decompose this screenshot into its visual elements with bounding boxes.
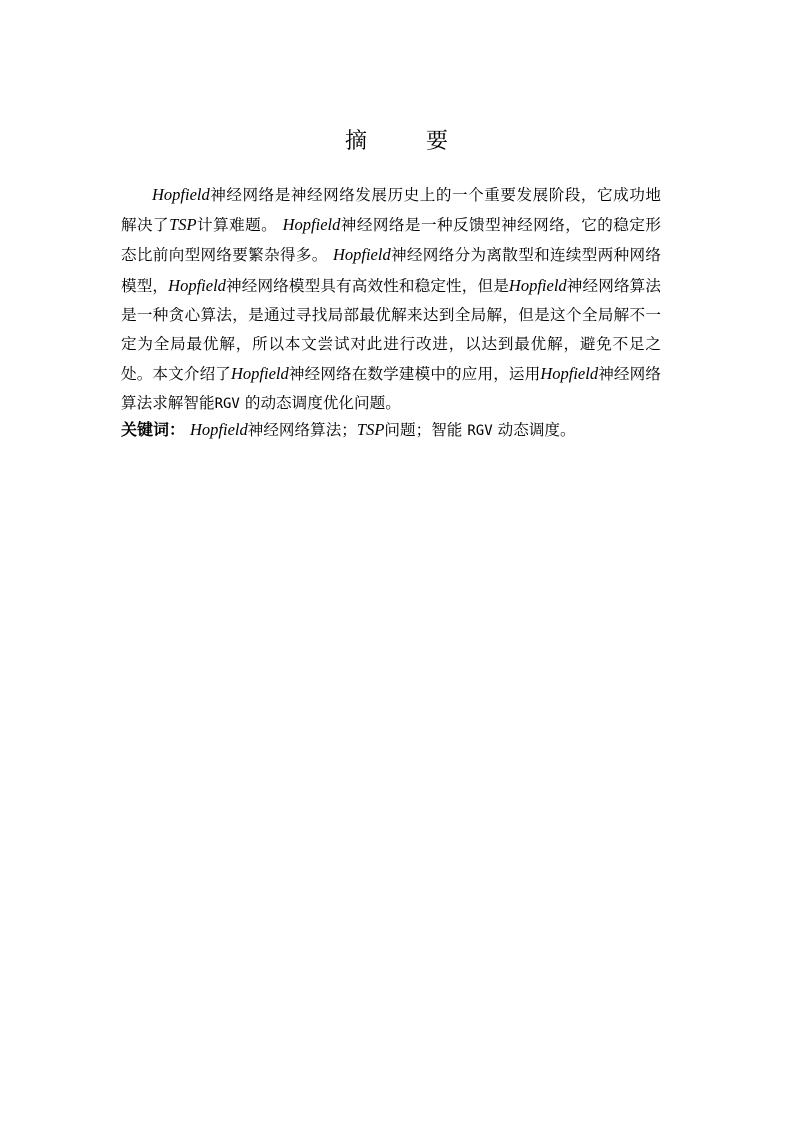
term-rgv: RGV	[214, 396, 240, 413]
keyword-hopfield: Hopfield	[189, 420, 248, 439]
term-tsp: TSP	[169, 215, 197, 235]
page-title: 摘 要	[345, 129, 474, 154]
keyword-text: 问题；智能	[384, 421, 463, 439]
keyword-text: 动态调度。	[497, 421, 576, 439]
keyword-rgv: RGV	[467, 423, 493, 439]
keywords-line	[121, 416, 681, 445]
term-hopfield: Hopfield	[540, 364, 599, 384]
abstract-text: 神经网络模型具有高效性和稳定性，但是	[225, 276, 509, 295]
term-hopfield: Hopfield	[508, 275, 567, 295]
keyword-text: 神经网络算法；	[247, 421, 357, 439]
abstract-text: 神经网络分为离散型和连续型两种网络模型，	[121, 246, 661, 295]
abstract-paragraph	[121, 180, 661, 420]
abstract-text: 神经网络是神经网络发展历史上的一个重要发展阶段，它成功地解决了	[121, 186, 661, 235]
term-hopfield: Hopfield	[152, 185, 210, 204]
abstract-text: 神经网络在数学建模中的应用，运用	[288, 365, 541, 384]
keywords-label: 关键词：	[121, 420, 186, 439]
abstract-text: 神经网络算法求解智能	[121, 365, 661, 413]
abstract-text: 神经网络算法是一种贪心算法，是通过寻找局部最优解来达到全局解，但是这个全局解不一定为全局最优解，所以本文尝试对此进行改进，以达到最优解，避免不足之处。本文介绍了	[121, 276, 661, 384]
term-hopfield: Hopfield	[282, 215, 341, 235]
abstract-text: 的动态调度优化问题。	[244, 394, 401, 413]
term-hopfield: Hopfield	[332, 245, 391, 265]
keyword-tsp: TSP	[356, 420, 385, 439]
abstract-text: 计算难题。	[196, 216, 278, 235]
abstract-text: 神经网络是一种反馈型神经网络，它的稳定形态比前向型网络要繁杂得多。	[121, 216, 661, 265]
term-hopfield: Hopfield	[231, 364, 289, 384]
term-hopfield: Hopfield	[168, 275, 226, 295]
